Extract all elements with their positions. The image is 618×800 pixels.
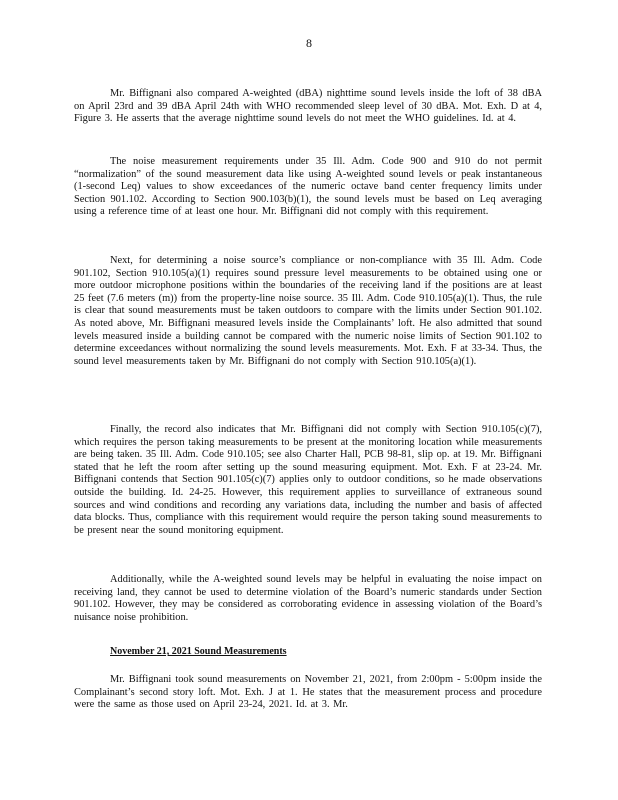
paragraph-normalization: The noise measurement requirements under 35 Ill. Adm. Code 900 and 910 do not permit “normalization” of the sound measurement data like using A-weighted sound levels or peak instantaneous (1-second Leq) values to show exceedances of the numeric octave band center frequency limits under Section 901.102. According to Section 900.103(b)(1), the sound levels must be based on Leq averaging using a reference time of at least one hour. Mr. Biffignani did not comply with this requirement. [74, 156, 542, 218]
paragraph-dba-comparison: Mr. Biffignani also compared A-weighted (dBA) nighttime sound levels inside the loft of 38 dBA on April 23rd and 39 dBA April 24th with WHO recommended sleep level of 30 dBA. Mot. Exh. D at 4, Figure 3. He asserts that the average nighttime sound levels do not meet the WHO guidelines. Id. at 4. [74, 88, 542, 125]
paragraph-outdoor-measurement: Next, for determining a noise source’s compliance or non-compliance with 35 Ill. Adm. Code 901.102, Section 910.105(a)(1) requires sound pressure level measurements to be obtained using one or more outdoor microphone positions within the boundaries of the receiving land if the positions are at least 25 feet (7.6 meters (m)) from the property-line noise source. 35 Ill. Adm. Code 910.105(a)(1). Thus, the rule is clear that sound measurements must be taken outdoors to compare with the limits under Section 901.102. As noted above, Mr. Biffignani measured levels inside the Complainants’ loft. He also admitted that sound levels measured inside a building cannot be compared with the numeric noise limits of Section 901.102 to determine exceedances without normalizing the sound levels measurements. Mot. Exh. F at 33-34. Thus, the sound level measurements taken by Mr. Biffignani do not comply with Section 910.105(a)(1). [74, 255, 542, 367]
paragraph-a-weighted: Additionally, while the A-weighted sound levels may be helpful in evaluating the noise impact on receiving land, they cannot be used to determine violation of the Board’s numeric standards under Section 901.102. However, they may be considered as corroborating evidence in assessing violation of the Board’s nuisance noise prohibition. [74, 574, 542, 623]
paragraph-presence-requirement: Finally, the record also indicates that Mr. Biffignani did not comply with Section 910.105(c)(7), which requires the person taking measurements to be present at the monitoring location while measurements are being taken. 35 Ill. Adm. Code 910.105; see also Charter Hall, PCB 98-81, slip op. at 19. Mr. Biffignani stated that he left the room after setting up the sound measuring equipment. Mot. Exh. F at 23-24. Mr. Biffignani contends that Section 901.105(c)(7) applies only to outdoor conditions, so he made observations outside the building. Id. 24-25. However, this requirement applies to surveillance of extraneous sound sources and wind conditions and recording any variations data, including the number and basis of affected data blocks. Thus, compliance with this requirement would require the person taking sound measurements to be present near the sound monitoring equipment. [74, 424, 542, 536]
section-heading: November 21, 2021 Sound Measurements [110, 646, 287, 657]
page-number: 8 [306, 36, 312, 50]
paragraph-november-measurements: Mr. Biffignani took sound measurements on November 21, 2021, from 2:00pm - 5:00pm inside the Complainant’s second story loft. Mot. Exh. J at 1. He states that the measurement process and procedure were the same as those used on April 23-24, 2021. Id. at 3. Mr. [74, 674, 542, 711]
